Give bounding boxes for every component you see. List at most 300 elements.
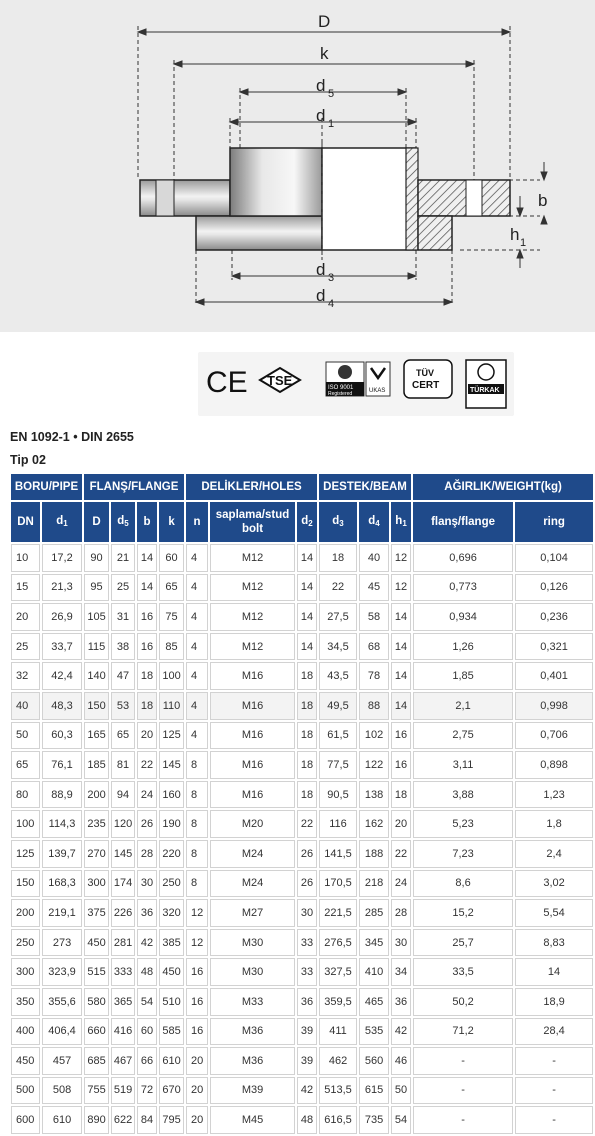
cell-n: 12 — [186, 929, 208, 957]
cell-d2: 39 — [297, 1018, 317, 1046]
cell-D: 270 — [84, 840, 109, 868]
group-holes: DELİKLER/HOLES — [186, 474, 317, 500]
table-row — [11, 751, 593, 779]
cell-d1: 33,7 — [42, 633, 82, 661]
cell-D: 105 — [84, 603, 109, 631]
cell-k: 100 — [159, 662, 184, 690]
cell-d3: 462 — [319, 1047, 357, 1075]
cell-d5: 519 — [111, 1077, 135, 1105]
cell-d3: 116 — [319, 810, 357, 838]
cell-d1: 273 — [42, 929, 82, 957]
cell-d2: 18 — [297, 722, 317, 750]
label-h1: h — [510, 225, 520, 244]
cell-k: 125 — [159, 722, 184, 750]
cell-stud-bolt: M20 — [210, 810, 295, 838]
col-D: D — [84, 502, 109, 542]
cell-b: 60 — [137, 1018, 157, 1046]
cell-d2: 18 — [297, 692, 317, 720]
col-weight-ring: ring — [515, 502, 593, 542]
table-row — [11, 988, 593, 1016]
cell-dn: 600 — [11, 1106, 40, 1134]
cell-d5: 53 — [111, 692, 135, 720]
table-row — [11, 870, 593, 898]
col-d3: $d_3$ — [319, 502, 357, 542]
cell-b: 26 — [137, 810, 157, 838]
cell-d5: 416 — [111, 1018, 135, 1046]
cell-D: 200 — [84, 781, 109, 809]
cell-stud-bolt: M45 — [210, 1106, 295, 1134]
cell-d3: 616,5 — [319, 1106, 357, 1134]
label-h1-sub: 1 — [520, 237, 527, 249]
cell-D: 660 — [84, 1018, 109, 1046]
table-row — [11, 544, 593, 572]
cell-dn: 250 — [11, 929, 40, 957]
cell-stud-bolt: M12 — [210, 544, 295, 572]
cell-n: 4 — [186, 692, 208, 720]
svg-text:UKAS: UKAS — [369, 388, 386, 394]
cell-dn: 150 — [11, 870, 40, 898]
cell-d5: 333 — [111, 958, 135, 986]
flange-spec-table — [9, 472, 595, 1136]
group-pipe: BORU/PIPE — [11, 474, 82, 500]
col-b: b — [137, 502, 157, 542]
cell-d1: 17,2 — [42, 544, 82, 572]
cell-h1: 50 — [391, 1077, 411, 1105]
cell-d1: 457 — [42, 1047, 82, 1075]
cell-weight-flange: 0,773 — [413, 574, 513, 602]
cell-d3: 49,5 — [319, 692, 357, 720]
cell-n: 4 — [186, 662, 208, 690]
cell-b: 18 — [137, 662, 157, 690]
cell-dn: 100 — [11, 810, 40, 838]
table-row — [11, 958, 593, 986]
cell-d2: 18 — [297, 751, 317, 779]
cell-d4: 58 — [359, 603, 389, 631]
cell-d4: 560 — [359, 1047, 389, 1075]
cell-d5: 21 — [111, 544, 135, 572]
cell-d4: 615 — [359, 1077, 389, 1105]
table-column-header — [11, 502, 593, 542]
cell-h1: 14 — [391, 692, 411, 720]
cell-D: 515 — [84, 958, 109, 986]
cell-d3: 61,5 — [319, 722, 357, 750]
cell-n: 4 — [186, 544, 208, 572]
cell-h1: 46 — [391, 1047, 411, 1075]
cell-weight-ring: 0,321 — [515, 633, 593, 661]
cell-weight-flange: 33,5 — [413, 958, 513, 986]
cell-dn: 20 — [11, 603, 40, 631]
cell-d3: 22 — [319, 574, 357, 602]
table-row — [11, 840, 593, 868]
cell-D: 115 — [84, 633, 109, 661]
cell-weight-flange: 0,934 — [413, 603, 513, 631]
col-d2: $d_2$ — [297, 502, 317, 542]
cell-n: 8 — [186, 870, 208, 898]
cell-n: 20 — [186, 1106, 208, 1134]
cell-weight-flange: 50,2 — [413, 988, 513, 1016]
cell-k: 610 — [159, 1047, 184, 1075]
cell-d2: 33 — [297, 929, 317, 957]
cell-h1: 18 — [391, 781, 411, 809]
cell-d3: 141,5 — [319, 840, 357, 868]
cell-d4: 345 — [359, 929, 389, 957]
cell-weight-flange: 25,7 — [413, 929, 513, 957]
table-row — [11, 722, 593, 750]
cell-D: 685 — [84, 1047, 109, 1075]
cell-dn: 400 — [11, 1018, 40, 1046]
cell-d5: 174 — [111, 870, 135, 898]
cell-dn: 80 — [11, 781, 40, 809]
cell-d3: 34,5 — [319, 633, 357, 661]
cell-n: 12 — [186, 899, 208, 927]
col-d5: $d_5$ — [111, 502, 135, 542]
cell-b: 14 — [137, 544, 157, 572]
cell-d2: 36 — [297, 988, 317, 1016]
cell-stud-bolt: M30 — [210, 958, 295, 986]
cell-d3: 411 — [319, 1018, 357, 1046]
label-k: k — [320, 44, 329, 63]
cell-stud-bolt: M39 — [210, 1077, 295, 1105]
col-stud-bolt: saplama/stud bolt — [210, 502, 295, 542]
cell-d5: 25 — [111, 574, 135, 602]
cell-b: 36 — [137, 899, 157, 927]
table-row — [11, 603, 593, 631]
cell-k: 65 — [159, 574, 184, 602]
table-row — [11, 1106, 593, 1134]
table-row — [11, 899, 593, 927]
cell-stud-bolt: M12 — [210, 633, 295, 661]
cell-h1: 12 — [391, 574, 411, 602]
cell-d5: 365 — [111, 988, 135, 1016]
cell-d4: 465 — [359, 988, 389, 1016]
cell-d1: 323,9 — [42, 958, 82, 986]
cell-d1: 508 — [42, 1077, 82, 1105]
table-row — [11, 662, 593, 690]
cell-weight-ring: 0,126 — [515, 574, 593, 602]
cell-d1: 219,1 — [42, 899, 82, 927]
cell-D: 890 — [84, 1106, 109, 1134]
cell-k: 320 — [159, 899, 184, 927]
cell-h1: 42 — [391, 1018, 411, 1046]
cell-D: 375 — [84, 899, 109, 927]
cell-d2: 18 — [297, 662, 317, 690]
cell-h1: 14 — [391, 603, 411, 631]
cell-weight-flange: 2,75 — [413, 722, 513, 750]
cell-weight-ring: 0,104 — [515, 544, 593, 572]
cell-n: 16 — [186, 1018, 208, 1046]
cell-h1: 16 — [391, 722, 411, 750]
cell-h1: 12 — [391, 544, 411, 572]
cell-d5: 281 — [111, 929, 135, 957]
cell-dn: 50 — [11, 722, 40, 750]
cell-k: 450 — [159, 958, 184, 986]
cell-d3: 27,5 — [319, 603, 357, 631]
table-group-header — [11, 474, 593, 500]
label-d3-sub: 3 — [328, 272, 335, 284]
cell-dn: 25 — [11, 633, 40, 661]
cell-D: 150 — [84, 692, 109, 720]
certification-logos-svg — [198, 352, 514, 416]
cell-weight-flange: 5,23 — [413, 810, 513, 838]
cell-d1: 355,6 — [42, 988, 82, 1016]
table-row — [11, 633, 593, 661]
cell-weight-ring: 0,236 — [515, 603, 593, 631]
cell-stud-bolt: M12 — [210, 603, 295, 631]
cell-d2: 18 — [297, 781, 317, 809]
cell-d5: 65 — [111, 722, 135, 750]
table-row — [11, 781, 593, 809]
cell-h1: 24 — [391, 870, 411, 898]
svg-text:TÜRKAK: TÜRKAK — [470, 387, 500, 394]
cell-b: 72 — [137, 1077, 157, 1105]
cell-k: 75 — [159, 603, 184, 631]
cell-d3: 327,5 — [319, 958, 357, 986]
cell-d2: 30 — [297, 899, 317, 927]
turkak-icon — [466, 360, 506, 408]
tse-mark-icon — [260, 368, 300, 392]
cell-weight-flange: 3,11 — [413, 751, 513, 779]
cell-d1: 60,3 — [42, 722, 82, 750]
cell-stud-bolt: M16 — [210, 722, 295, 750]
cell-stud-bolt: M36 — [210, 1047, 295, 1075]
cell-d2: 14 — [297, 574, 317, 602]
table-row — [11, 810, 593, 838]
cell-b: 42 — [137, 929, 157, 957]
cell-k: 250 — [159, 870, 184, 898]
col-d1: $d_1$ — [42, 502, 82, 542]
cell-dn: 350 — [11, 988, 40, 1016]
cell-d4: 218 — [359, 870, 389, 898]
cell-h1: 30 — [391, 929, 411, 957]
cell-dn: 32 — [11, 662, 40, 690]
cell-d4: 188 — [359, 840, 389, 868]
cell-weight-ring: 3,02 — [515, 870, 593, 898]
cell-d5: 467 — [111, 1047, 135, 1075]
cell-d5: 145 — [111, 840, 135, 868]
iso-9001-icon — [326, 362, 364, 397]
cell-d1: 21,3 — [42, 574, 82, 602]
cell-weight-ring: 28,4 — [515, 1018, 593, 1046]
cell-b: 48 — [137, 958, 157, 986]
cell-weight-ring: 18,9 — [515, 988, 593, 1016]
cell-h1: 14 — [391, 662, 411, 690]
cell-n: 20 — [186, 1077, 208, 1105]
cell-weight-ring: 2,4 — [515, 840, 593, 868]
cell-d2: 39 — [297, 1047, 317, 1075]
cell-k: 220 — [159, 840, 184, 868]
cell-d4: 68 — [359, 633, 389, 661]
group-flange: FLANŞ/FLANGE — [84, 474, 184, 500]
cell-dn: 200 — [11, 899, 40, 927]
cell-k: 585 — [159, 1018, 184, 1046]
cell-weight-ring: 0,401 — [515, 662, 593, 690]
label-d3: d — [316, 260, 326, 279]
cell-weight-ring: 5,54 — [515, 899, 593, 927]
cell-D: 95 — [84, 574, 109, 602]
cell-weight-flange: 15,2 — [413, 899, 513, 927]
label-d4: d — [316, 286, 326, 305]
cell-d4: 78 — [359, 662, 389, 690]
cell-d1: 42,4 — [42, 662, 82, 690]
cell-b: 16 — [137, 633, 157, 661]
table-row — [11, 574, 593, 602]
cell-stud-bolt: M16 — [210, 751, 295, 779]
cell-k: 670 — [159, 1077, 184, 1105]
cell-h1: 20 — [391, 810, 411, 838]
cell-weight-flange: 3,88 — [413, 781, 513, 809]
cell-weight-ring: 1,23 — [515, 781, 593, 809]
flange-technical-drawing — [0, 0, 595, 332]
group-weight: AĞIRLIK/WEIGHT(kg) — [413, 474, 593, 500]
col-h1: $h_1$ — [391, 502, 411, 542]
cell-stud-bolt: M36 — [210, 1018, 295, 1046]
cell-h1: 54 — [391, 1106, 411, 1134]
cell-h1: 34 — [391, 958, 411, 986]
cell-b: 20 — [137, 722, 157, 750]
cell-dn: 10 — [11, 544, 40, 572]
cell-h1: 36 — [391, 988, 411, 1016]
cell-d1: 114,3 — [42, 810, 82, 838]
cell-dn: 500 — [11, 1077, 40, 1105]
cell-weight-ring: 0,706 — [515, 722, 593, 750]
cell-n: 8 — [186, 810, 208, 838]
label-d5-sub: 5 — [328, 88, 335, 100]
cell-d4: 102 — [359, 722, 389, 750]
cell-stud-bolt: M16 — [210, 781, 295, 809]
cell-d3: 18 — [319, 544, 357, 572]
cell-k: 510 — [159, 988, 184, 1016]
svg-text:TSE: TSE — [267, 373, 293, 388]
cell-d1: 168,3 — [42, 870, 82, 898]
cell-d3: 513,5 — [319, 1077, 357, 1105]
cell-weight-flange: 7,23 — [413, 840, 513, 868]
cell-D: 755 — [84, 1077, 109, 1105]
cell-stud-bolt: M16 — [210, 692, 295, 720]
table-body — [11, 544, 593, 1134]
cell-b: 54 — [137, 988, 157, 1016]
cell-b: 66 — [137, 1047, 157, 1075]
cell-k: 160 — [159, 781, 184, 809]
cell-weight-ring: 0,898 — [515, 751, 593, 779]
cell-b: 84 — [137, 1106, 157, 1134]
cell-d1: 610 — [42, 1106, 82, 1134]
standard-heading: EN 1092-1 • DIN 2655 — [10, 430, 134, 444]
cell-weight-ring: 0,998 — [515, 692, 593, 720]
col-n: n — [186, 502, 208, 542]
cell-k: 385 — [159, 929, 184, 957]
cell-b: 18 — [137, 692, 157, 720]
cell-d4: 162 — [359, 810, 389, 838]
label-D: D — [318, 12, 331, 31]
cell-dn: 15 — [11, 574, 40, 602]
cell-d1: 406,4 — [42, 1018, 82, 1046]
svg-text:CERT: CERT — [412, 380, 440, 391]
cell-d2: 26 — [297, 870, 317, 898]
cell-D: 90 — [84, 544, 109, 572]
cell-dn: 300 — [11, 958, 40, 986]
cell-d4: 285 — [359, 899, 389, 927]
table-row — [11, 692, 593, 720]
cell-weight-flange: 8,6 — [413, 870, 513, 898]
cell-d4: 535 — [359, 1018, 389, 1046]
col-weight-flange: flanş/flange — [413, 502, 513, 542]
cell-h1: 22 — [391, 840, 411, 868]
cell-k: 110 — [159, 692, 184, 720]
cell-dn: 40 — [11, 692, 40, 720]
cell-d2: 33 — [297, 958, 317, 986]
cell-weight-flange: 71,2 — [413, 1018, 513, 1046]
cell-weight-ring: - — [515, 1106, 593, 1134]
cell-k: 145 — [159, 751, 184, 779]
svg-text:CE: CE — [206, 366, 248, 399]
cell-weight-flange: - — [413, 1106, 513, 1134]
cell-d4: 138 — [359, 781, 389, 809]
cell-dn: 65 — [11, 751, 40, 779]
table-row — [11, 1018, 593, 1046]
label-d1: d — [316, 106, 326, 125]
label-d1-sub: 1 — [328, 118, 335, 130]
cell-n: 16 — [186, 958, 208, 986]
cell-k: 85 — [159, 633, 184, 661]
cell-d1: 76,1 — [42, 751, 82, 779]
cell-stud-bolt: M33 — [210, 988, 295, 1016]
cell-h1: 28 — [391, 899, 411, 927]
cell-D: 580 — [84, 988, 109, 1016]
cell-d3: 276,5 — [319, 929, 357, 957]
cell-D: 450 — [84, 929, 109, 957]
cell-weight-ring: - — [515, 1077, 593, 1105]
group-beam: DESTEK/BEAM — [319, 474, 411, 500]
cell-d5: 94 — [111, 781, 135, 809]
cell-n: 16 — [186, 988, 208, 1016]
cell-D: 165 — [84, 722, 109, 750]
label-d4-sub: 4 — [328, 298, 335, 310]
cell-d3: 90,5 — [319, 781, 357, 809]
cell-d5: 120 — [111, 810, 135, 838]
cell-d4: 122 — [359, 751, 389, 779]
cell-n: 8 — [186, 751, 208, 779]
cell-d1: 26,9 — [42, 603, 82, 631]
flange-cross-section-svg — [0, 0, 595, 332]
cell-d1: 48,3 — [42, 692, 82, 720]
cell-d2: 14 — [297, 544, 317, 572]
cell-d2: 22 — [297, 810, 317, 838]
cell-d3: 77,5 — [319, 751, 357, 779]
cell-weight-ring: - — [515, 1047, 593, 1075]
cell-d2: 42 — [297, 1077, 317, 1105]
cell-b: 30 — [137, 870, 157, 898]
cell-d4: 410 — [359, 958, 389, 986]
cell-stud-bolt: M27 — [210, 899, 295, 927]
cell-D: 235 — [84, 810, 109, 838]
cell-b: 24 — [137, 781, 157, 809]
svg-text:ISO 9001: ISO 9001 — [328, 385, 354, 391]
cell-weight-ring: 1,8 — [515, 810, 593, 838]
cell-d2: 14 — [297, 633, 317, 661]
cell-d3: 170,5 — [319, 870, 357, 898]
cell-d3: 359,5 — [319, 988, 357, 1016]
cell-n: 4 — [186, 603, 208, 631]
cell-weight-flange: 0,696 — [413, 544, 513, 572]
cell-b: 28 — [137, 840, 157, 868]
cell-d4: 45 — [359, 574, 389, 602]
cell-d2: 26 — [297, 840, 317, 868]
cell-stud-bolt: M24 — [210, 870, 295, 898]
cell-dn: 450 — [11, 1047, 40, 1075]
col-dn: DN — [11, 502, 40, 542]
cell-stud-bolt: M30 — [210, 929, 295, 957]
cell-n: 8 — [186, 840, 208, 868]
